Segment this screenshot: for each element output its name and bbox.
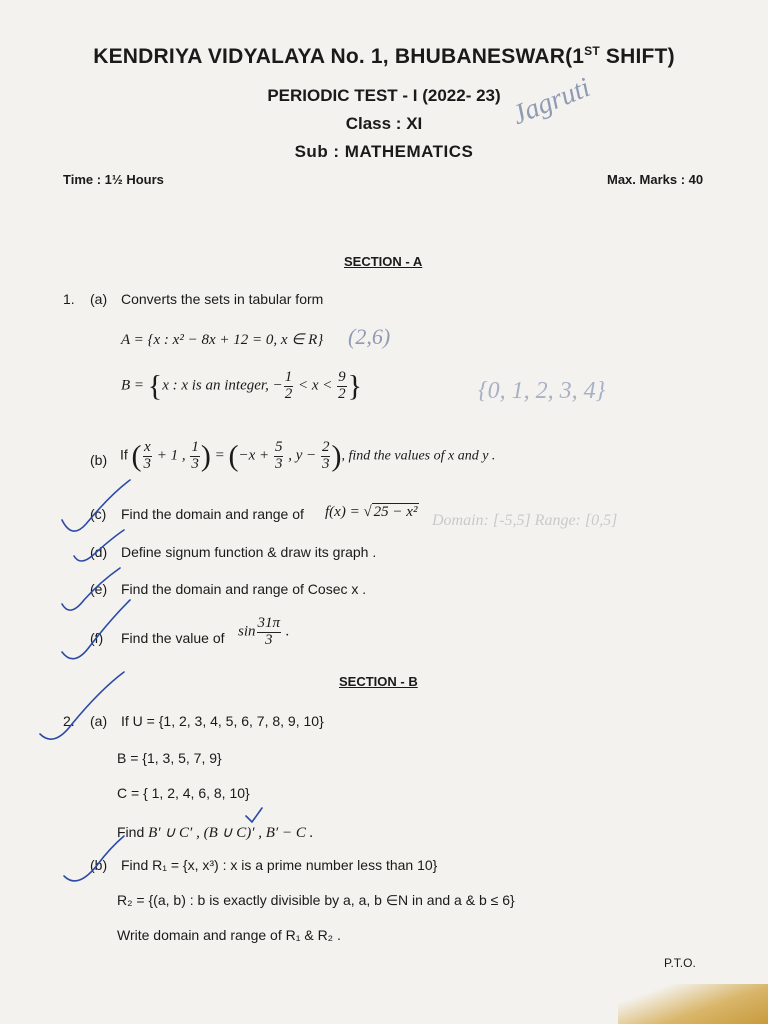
q1f-label: (f) [90, 630, 104, 646]
answer-set-b: {0, 1, 2, 3, 4} [478, 378, 606, 404]
max-marks-label: Max. Marks : 40 [607, 172, 704, 187]
handwritten-name: Jagruti [508, 72, 595, 132]
q1b-label: (b) [90, 452, 108, 468]
q2a-find: Find B′ ∪ C′ , (B ∪ C)′ , B′ − C . [117, 824, 314, 841]
q1a-label: (a) [90, 291, 108, 307]
q2b-r1: Find R₁ = {x, x³) : x is a prime number less than 10} [121, 857, 438, 873]
q1d-label: (d) [90, 544, 108, 560]
q1c-function: f(x) = √ 25 − x² [325, 504, 418, 520]
q2b-write: Write domain and range of R₁ & R₂ . [117, 927, 341, 943]
paper-stain [618, 984, 768, 1024]
q1f-text: Find the value of [121, 630, 225, 646]
q2a-universal-set: If U = {1, 2, 3, 4, 5, 6, 7, 8, 9, 10} [121, 713, 324, 729]
q2a-set-c: C = { 1, 2, 4, 6, 8, 10} [117, 785, 250, 801]
q2b-r2: R₂ = {(a, b) : b is exactly divisible by a, a, b ∈N in and a & b ≤ 6} [117, 892, 515, 908]
q1d-text: Define signum function & draw its graph . [121, 544, 377, 560]
q2-number: 2. [63, 713, 75, 729]
q1-number: 1. [63, 291, 75, 307]
set-a-expression: A = {x : x² − 8x + 12 = 0, x ∈ R} [121, 332, 324, 348]
q1e-label: (e) [90, 581, 108, 597]
section-a-title: SECTION - A [344, 254, 423, 269]
pto-label: P.T.O. [664, 956, 696, 970]
section-b-title: SECTION - B [339, 674, 418, 689]
answer-domain-range: Domain: [-5,5] Range: [0,5] [432, 512, 618, 529]
subject-label: Sub : MATHEMATICS [294, 142, 474, 161]
time-label: Time : 1½ Hours [63, 172, 164, 187]
q1e-text: Find the domain and range of Cosec x . [121, 581, 367, 597]
q1a-text: Converts the sets in tabular form [121, 291, 324, 307]
q1c-text: Find the domain and range of [121, 506, 304, 522]
school-title: KENDRIYA VIDYALAYA No. 1, BHUBANESWAR(1ST SHIFT) [93, 44, 675, 68]
q2b-label: (b) [90, 857, 108, 873]
q1b-equation: If ( $\frac{x}{3}$ + 1 , $\frac{1}{3}$ ) = (−x + $\frac{5}{3}$ , y − $\frac{2}{3}$ ), find the values of x and y . [120, 439, 496, 473]
class-label: Class : XI [345, 114, 423, 133]
answer-set-a: (2,6) [348, 324, 391, 349]
q1c-label: (c) [90, 506, 107, 522]
q2a-label: (a) [90, 713, 108, 729]
test-title: PERIODIC TEST - I (2022- 23) [267, 86, 501, 105]
q1f-expression: sin $\frac{31\pi}{3}$ . [238, 615, 290, 648]
set-b-expression: B = {x : x is an integer, − $\frac{1}{2}$ < x < $\frac{9}{2}$ } [121, 369, 363, 403]
q2a-set-b: B = {1, 3, 5, 7, 9} [117, 750, 222, 766]
